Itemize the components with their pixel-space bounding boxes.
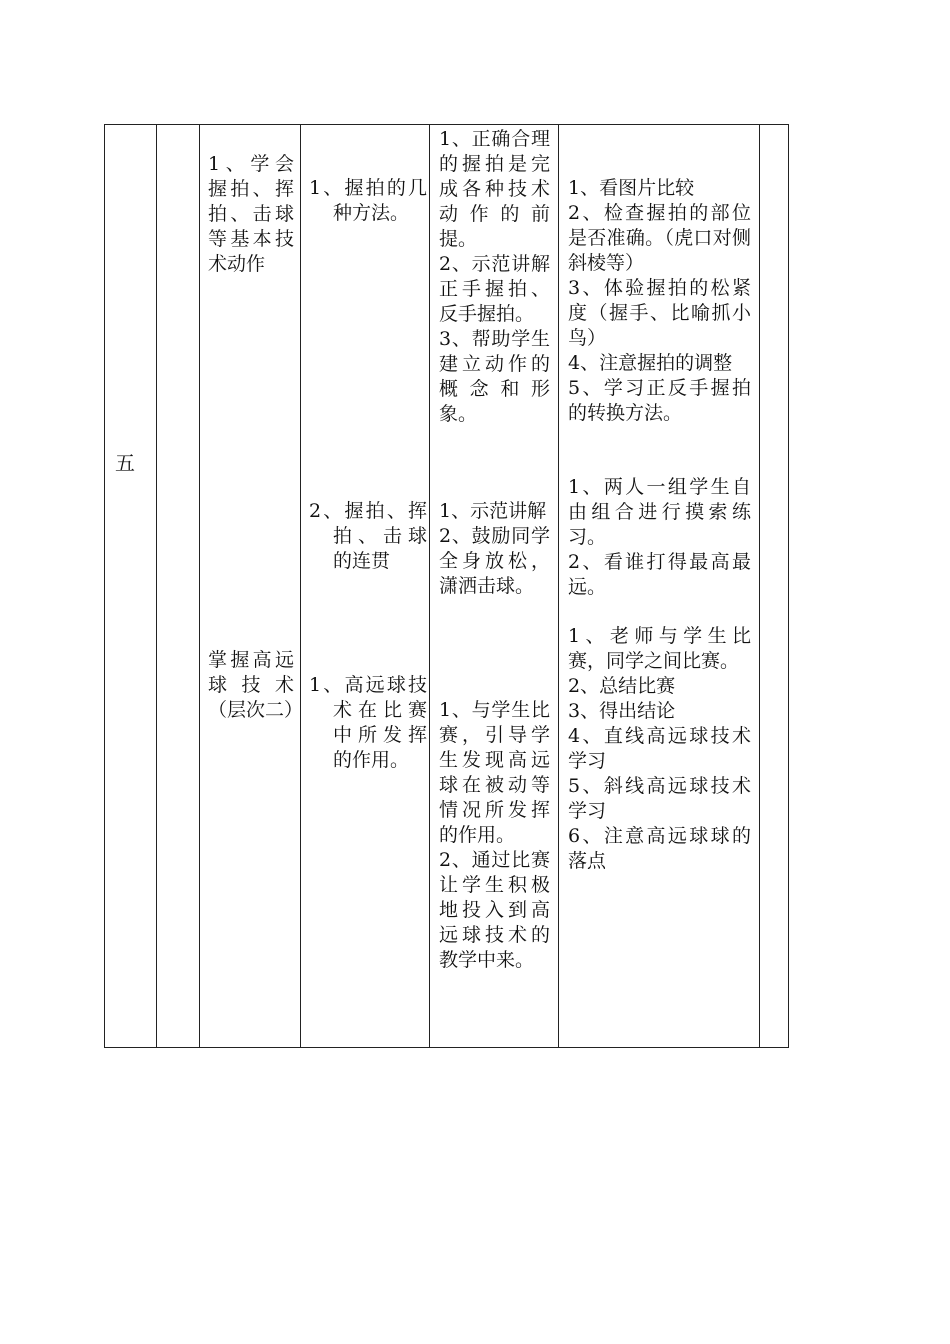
student-activity-1-text: 1、看图片比较 2、检查握拍的部位是否准确。（虎口对侧斜棱等） 3、体验握拍的松紧度（握手、比喻抓小鸟） 4、注意握拍的调整 5、学习正反手握拍的转换方法。	[568, 177, 751, 424]
content-2-text: 2、握拍、挥拍、击球的连贯	[309, 500, 427, 572]
student-activity-2-text: 1、两人一组学生自由组合进行摸索练习。 2、看谁打得最高最远。	[568, 476, 751, 598]
content-cell	[301, 125, 430, 1048]
content-1-text: 1、握拍的几种方法。	[309, 177, 427, 224]
student-activity-cell	[559, 125, 760, 1048]
empty-column-cell	[157, 125, 200, 1048]
teacher-activity-1-text: 1、正确合理的握拍是完成各种技术动作的前提。 2、示范讲解正手握拍、反手握拍。 3、帮助学生建立动作的概念和形象。	[439, 128, 550, 425]
unit-number: 五	[115, 451, 135, 475]
goal-1-text: 1、学会握拍、挥拍、击球等基本技术动作	[208, 153, 294, 275]
content-3-text: 1、高远球技术在比赛中所发挥的作用。	[309, 674, 427, 771]
empty-last-cell	[760, 125, 789, 1048]
goal-2-text: 掌握高远球技术（层次二）	[208, 649, 304, 721]
teacher-activity-3-text: 1、与学生比赛，引导学生发现高远球在被动等情况所发挥的作用。 2、通过比赛让学生积极地投入到高远球技术的教学中来。	[439, 699, 550, 971]
teacher-activity-cell	[430, 125, 559, 1048]
unit-cell	[105, 125, 157, 1048]
goals-cell	[200, 125, 304, 1048]
student-activity-3-text: 1、老师与学生比赛，同学之间比赛。 2、总结比赛 3、得出结论 4、直线高远球技术学习 5、斜线高远球技术学习 6、注意高远球球的落点	[568, 625, 751, 872]
teacher-activity-2-text: 1、示范讲解 2、鼓励同学全身放松，潇洒击球。	[439, 500, 550, 597]
lesson-plan-table	[104, 124, 789, 1048]
